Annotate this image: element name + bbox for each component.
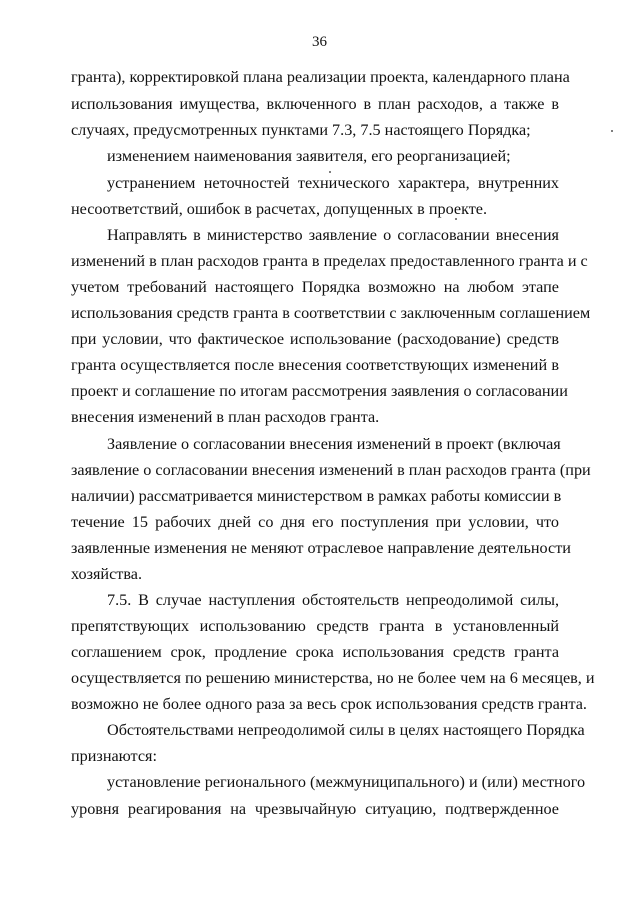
text-line: случаях, предусмотренных пунктами 7.3, 7.5 настоящего Порядка; — [71, 121, 531, 139]
text-line: Заявление о согласовании внесения изменений в проект (включая — [107, 435, 561, 453]
text-line: возможно не более одного раза за весь срок использования средств гранта. — [71, 695, 587, 713]
text-line: осуществляется по решению министерства, но не более чем на 6 месяцев, и — [71, 669, 595, 687]
text-line: хозяйства. — [71, 565, 142, 583]
text-line: наличии) рассматривается министерством в рамках работы комиссии в — [71, 487, 562, 505]
text-line: 7.5. В случае наступления обстоятельств непреодолимой силы, — [107, 591, 559, 609]
scan-speck — [611, 130, 613, 132]
text-line: устранением неточностей технического характера, внутренних — [107, 174, 559, 192]
text-line: учетом требований настоящего Порядка возможно на любом этапе — [71, 278, 559, 296]
page-number: 36 — [312, 34, 327, 50]
text-line: уровня реагирования на чрезвычайную ситуацию, подтвержденное — [71, 800, 559, 818]
text-line: гранта), корректировкой плана реализации проекта, календарного плана — [71, 68, 570, 86]
text-line: использования средств гранта в соответствии с заключенным соглашением — [71, 304, 591, 322]
text-line: соглашением срок, продление срока использования средств гранта — [71, 643, 559, 661]
text-line: установление регионального (межмуниципального) и (или) местного — [107, 773, 586, 791]
text-line: изменений в план расходов гранта в пределах предоставленного гранта и с — [71, 252, 588, 270]
text-line: заявленные изменения не меняют отраслевое направление деятельности — [71, 539, 571, 557]
text-line: при условии, что фактическое использование (расходование) средств — [71, 330, 559, 348]
text-line: признаются: — [71, 747, 157, 765]
scan-speck — [455, 218, 457, 220]
text-line: использования имущества, включенного в план расходов, а также в — [71, 95, 559, 113]
text-line: несоответствий, ошибок в расчетах, допущенных в проекте. — [71, 200, 488, 218]
text-line: изменением наименования заявителя, его реорганизацией; — [107, 147, 511, 165]
text-line: заявление о согласовании внесения изменений в план расходов гранта (при — [71, 461, 591, 479]
text-line: препятствующих использованию средств гранта в установленный — [71, 617, 559, 635]
text-line: Направлять в министерство заявление о согласовании внесения — [107, 226, 559, 244]
text-line: внесения изменений в план расходов гранта. — [71, 408, 380, 426]
text-line: гранта осуществляется после внесения соответствующих изменений в — [71, 356, 559, 374]
scan-speck — [329, 171, 331, 173]
text-line: Обстоятельствами непреодолимой силы в целях настоящего Порядка — [107, 721, 585, 739]
text-line: течение 15 рабочих дней со дня его поступления при условии, что — [71, 513, 559, 531]
text-line: проект и соглашение по итогам рассмотрения заявления о согласовании — [71, 382, 568, 400]
